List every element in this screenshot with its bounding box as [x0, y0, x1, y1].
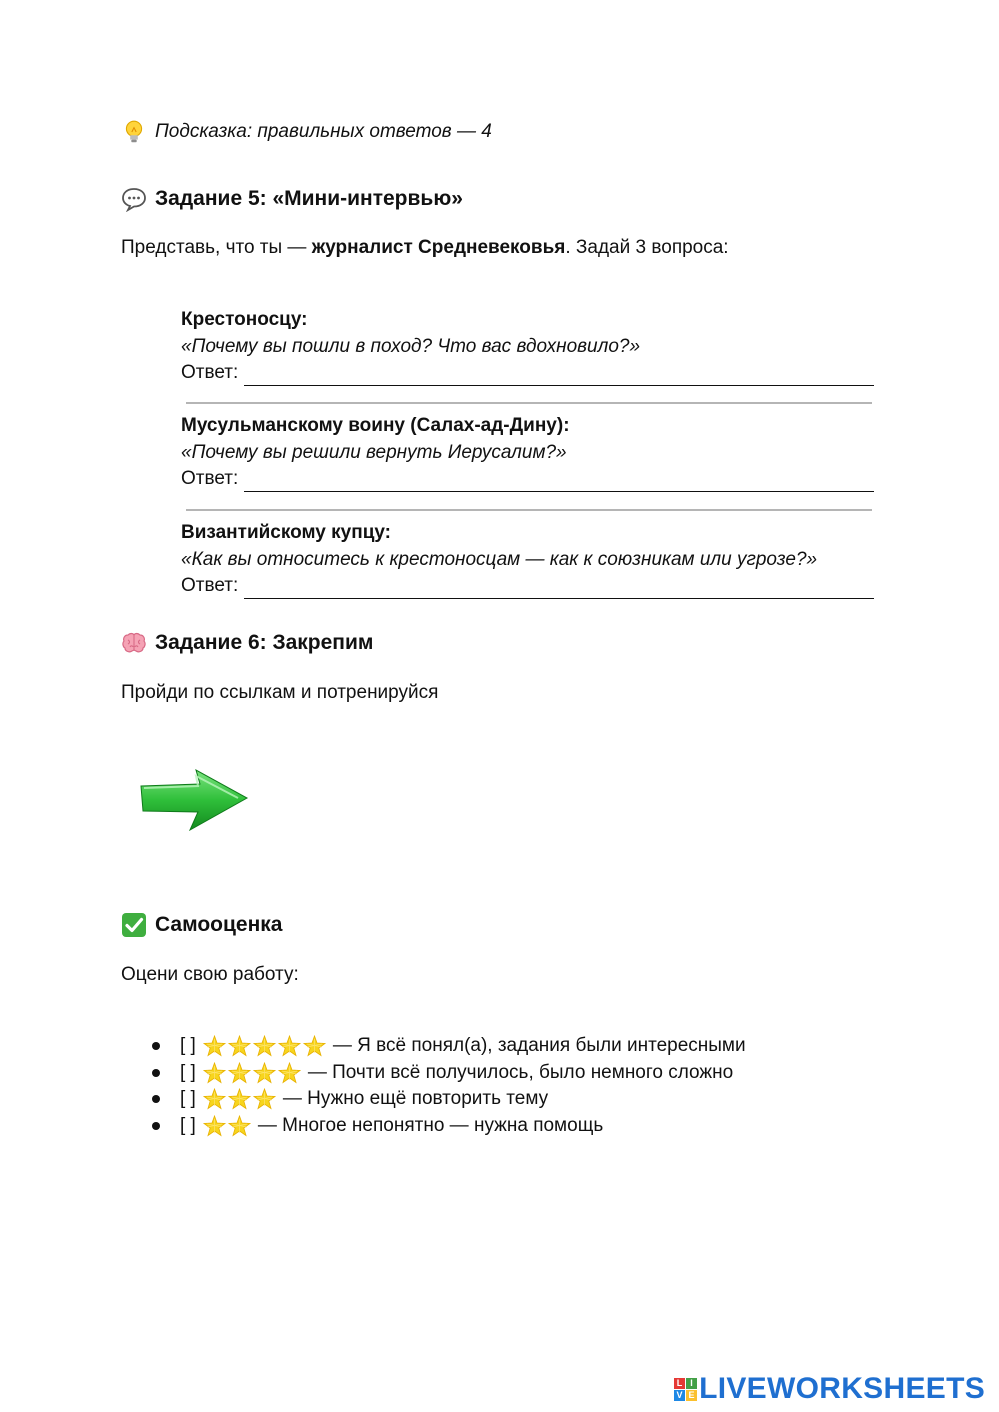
answer-label: Ответ: — [181, 362, 239, 383]
rating-item[interactable] — [148, 1086, 746, 1113]
hint-line — [121, 119, 492, 145]
rating-checkbox[interactable]: [ ] — [180, 1088, 196, 1110]
rating-checkbox[interactable]: [ ] — [180, 1035, 196, 1057]
interview-question: «Как вы относитесь к крестоносцам — как к союзникам или угрозе?» — [181, 549, 818, 570]
interview-block — [181, 413, 874, 492]
rating-item[interactable] — [148, 1033, 746, 1060]
answer-label: Ответ: — [181, 468, 239, 489]
star-icon — [227, 1035, 252, 1057]
logo-grid-icon — [674, 1378, 697, 1401]
answer-input-line[interactable] — [244, 365, 874, 386]
self-heading — [121, 912, 282, 938]
star-icon — [277, 1062, 302, 1084]
task6-heading — [121, 630, 373, 656]
star-icon — [252, 1062, 277, 1084]
task5-intro-bold: журналист Средневековья — [311, 237, 566, 258]
interview-question: «Почему вы пошли в поход? Что вас вдохновило?» — [181, 336, 641, 357]
star-icon — [252, 1035, 277, 1057]
logo-cell: E — [686, 1390, 697, 1401]
answer-input-line[interactable] — [244, 471, 874, 492]
arrow-right-link-icon[interactable] — [138, 768, 250, 832]
star-icon — [227, 1088, 252, 1110]
check-mark-icon — [121, 912, 147, 938]
task5-intro-before: Представь, что ты — — [121, 237, 312, 258]
interview-role: Крестоносцу: — [181, 309, 308, 330]
self-title: Самооценка — [155, 913, 283, 936]
star-icon — [202, 1088, 227, 1110]
answer-row — [181, 466, 874, 492]
star-icon — [202, 1035, 227, 1057]
interview-role: Византийскому купцу: — [181, 522, 392, 543]
task5-intro — [121, 237, 729, 259]
self-intro: Оцени свою работу: — [121, 964, 299, 985]
task6-text: Пройди по ссылкам и потренируйся — [121, 682, 439, 703]
rating-stars — [202, 1035, 327, 1057]
interview-question: «Почему вы решили вернуть Иерусалим?» — [181, 442, 567, 463]
rating-text: — Почти всё получилось, было немного сложно — [307, 1061, 734, 1083]
star-icon — [202, 1062, 227, 1084]
bullet — [152, 1042, 160, 1050]
brain-icon — [121, 630, 147, 656]
logo-cell: L — [674, 1378, 685, 1389]
star-icon — [227, 1115, 252, 1137]
task5-intro-after: . Задай 3 вопроса: — [565, 237, 729, 258]
answer-row — [181, 573, 874, 599]
rating-text: — Многое непонятно — нужна помощь — [257, 1114, 604, 1136]
rating-checkbox[interactable]: [ ] — [180, 1061, 196, 1083]
separator — [186, 509, 872, 511]
logo-cell: I — [686, 1378, 697, 1389]
star-icon — [202, 1115, 227, 1137]
separator — [186, 402, 872, 404]
rating-text: — Я всё понял(а), задания были интересными — [332, 1035, 746, 1057]
star-icon — [252, 1088, 277, 1110]
hint-text: Подсказка: правильных ответов — 4 — [155, 121, 492, 142]
answer-input-line[interactable] — [244, 578, 874, 599]
rating-stars — [202, 1115, 252, 1137]
rating-stars — [202, 1088, 277, 1110]
lightbulb-icon — [121, 119, 147, 145]
answer-row — [181, 360, 874, 386]
bullet — [152, 1069, 160, 1077]
liveworksheets-logo — [674, 1372, 985, 1406]
rating-item[interactable] — [148, 1060, 746, 1087]
star-icon — [302, 1035, 327, 1057]
brand-text: LIVEWORKSHEETS — [699, 1372, 985, 1405]
rating-item[interactable] — [148, 1113, 746, 1140]
interview-block — [181, 307, 874, 386]
answer-label: Ответ: — [181, 575, 239, 596]
interview-role: Мусульманскому воину (Салах-ад-Дину): — [181, 415, 570, 436]
task5-heading — [121, 186, 463, 212]
logo-cell: V — [674, 1390, 685, 1401]
star-icon — [277, 1035, 302, 1057]
task5-title: Задание 5: «Мини-интервью» — [155, 187, 463, 210]
rating-list — [148, 1033, 746, 1139]
rating-text: — Нужно ещё повторить тему — [282, 1088, 549, 1110]
rating-stars — [202, 1062, 302, 1084]
bullet — [152, 1122, 160, 1130]
speech-bubble-icon — [121, 186, 147, 212]
bullet — [152, 1095, 160, 1103]
rating-checkbox[interactable]: [ ] — [180, 1114, 196, 1136]
interview-block — [181, 520, 874, 599]
task6-title: Задание 6: Закрепим — [155, 631, 374, 654]
star-icon — [227, 1062, 252, 1084]
